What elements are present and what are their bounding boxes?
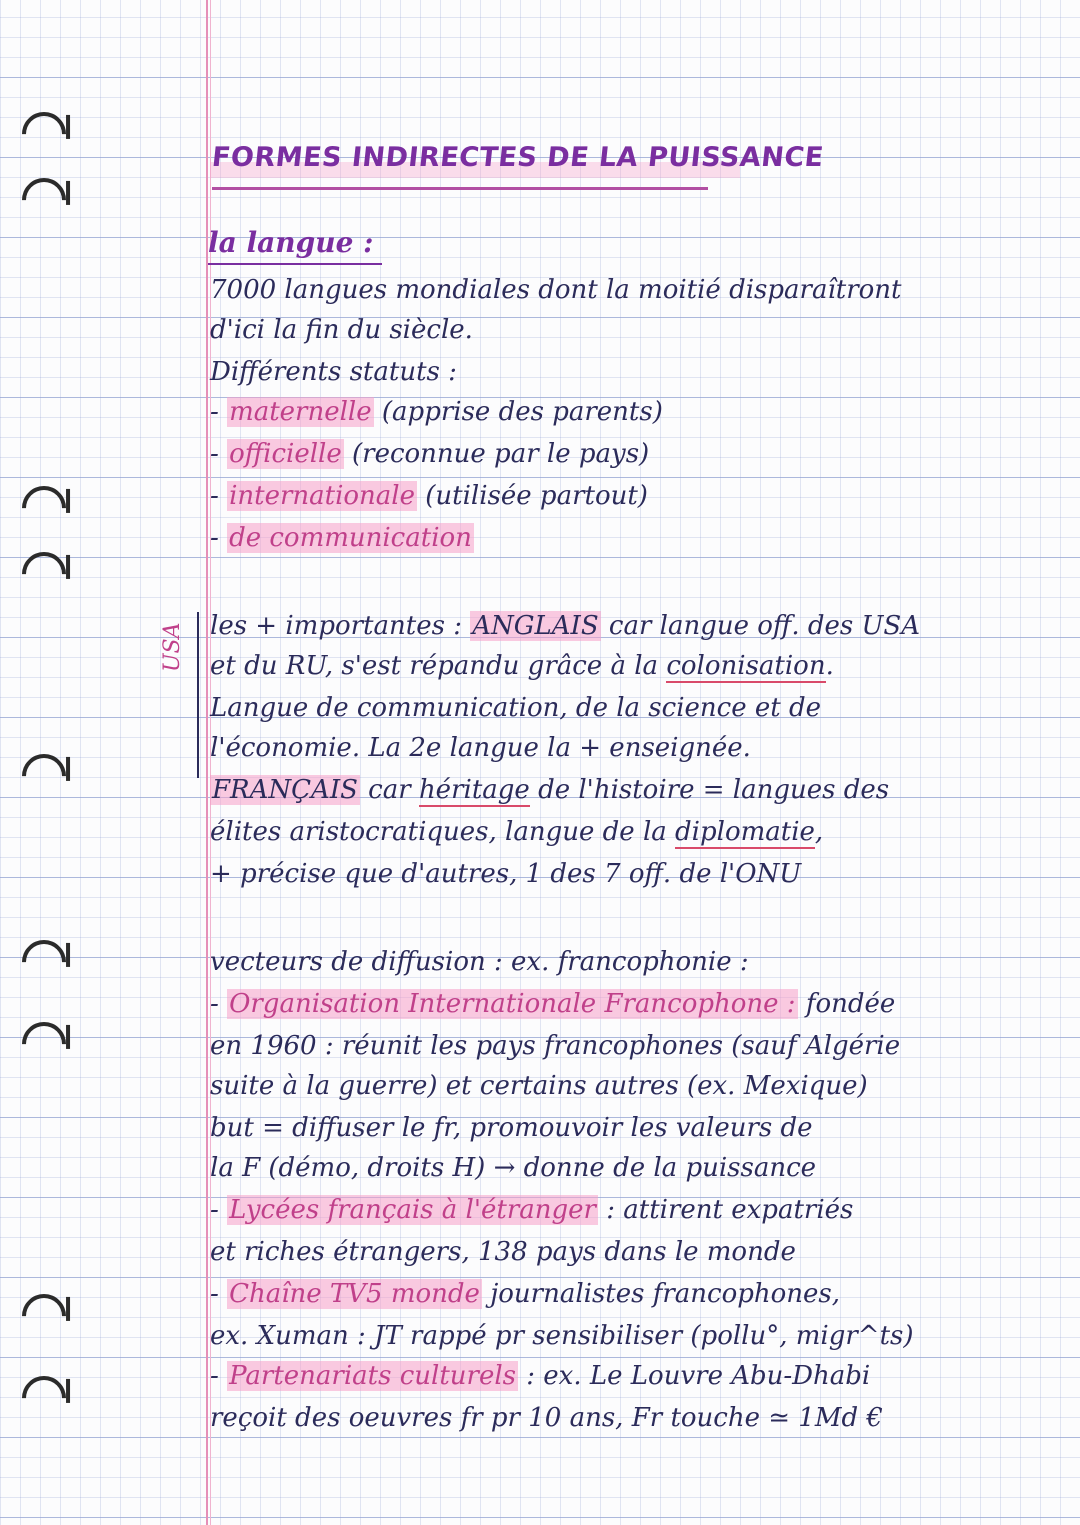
note-line bbox=[210, 392, 663, 432]
note-text: (apprise des parents) bbox=[381, 397, 663, 427]
note-text: élites aristocratiques, langue de la bbox=[210, 817, 667, 847]
note-text: les + importantes : bbox=[210, 611, 462, 641]
note-line: Langue de communication, de la science et de bbox=[210, 693, 821, 723]
underlined-term: colonisation bbox=[666, 651, 826, 681]
page-title: FORMES INDIRECTES DE LA PUISSANCE bbox=[210, 142, 826, 173]
section-heading: la langue : bbox=[208, 226, 374, 259]
highlighted-term: Organisation Internationale Francophone : bbox=[229, 989, 796, 1019]
note-line: Différents statuts : bbox=[210, 357, 457, 387]
usa-bracket bbox=[197, 612, 199, 778]
note-text: fondée bbox=[805, 989, 896, 1019]
note-line: la F (démo, droits H) → donne de la puissance bbox=[210, 1153, 817, 1183]
note-line: et riches étrangers, 138 pays dans le monde bbox=[210, 1237, 796, 1267]
list-dash: - bbox=[210, 439, 219, 469]
note-text: car langue off. des USA bbox=[608, 611, 921, 641]
note-text: et du RU, s'est répandu grâce à la bbox=[210, 651, 659, 681]
note-text: de l'histoire = langues des bbox=[538, 775, 890, 805]
note-line bbox=[210, 1356, 870, 1396]
highlighted-term: de communication bbox=[229, 523, 472, 553]
note-line bbox=[210, 1190, 853, 1230]
note-line bbox=[210, 770, 889, 810]
note-line bbox=[210, 606, 920, 646]
underlined-term: diplomatie bbox=[675, 817, 815, 847]
note-text: , bbox=[814, 817, 824, 847]
note-line: ex. Xuman : JT rappé pr sensibiliser (pollu°, migr^ts) bbox=[210, 1321, 914, 1351]
note-line: + précise que d'autres, 1 des 7 off. de l'ONU bbox=[210, 859, 802, 889]
list-dash: - bbox=[210, 397, 219, 427]
note-text: : ex. Le Louvre Abu-Dhabi bbox=[526, 1361, 871, 1391]
note-line: suite à la guerre) et certains autres (ex. Mexique) bbox=[210, 1071, 868, 1101]
note-line bbox=[210, 646, 834, 686]
note-text: . bbox=[825, 651, 834, 681]
note-line: 7000 langues mondiales dont la moitié disparaîtront bbox=[210, 275, 902, 305]
note-line: d'ici la fin du siècle. bbox=[210, 315, 473, 345]
note-line: vecteurs de diffusion : ex. francophonie : bbox=[210, 947, 749, 977]
highlighted-term: ANGLAIS bbox=[472, 611, 599, 641]
list-dash: - bbox=[210, 523, 219, 553]
note-line: l'économie. La 2e langue la + enseignée. bbox=[210, 733, 751, 763]
list-dash: - bbox=[210, 481, 219, 511]
note-text: journalistes francophones, bbox=[490, 1279, 841, 1309]
highlighted-term: Chaîne TV5 monde bbox=[229, 1279, 480, 1309]
list-dash: - bbox=[210, 989, 219, 1019]
note-line: reçoit des oeuvres fr pr 10 ans, Fr touche ≃ 1Md € bbox=[210, 1403, 883, 1433]
note-text: (reconnue par le pays) bbox=[352, 439, 650, 469]
note-text: car bbox=[368, 775, 411, 805]
note-line bbox=[210, 476, 648, 516]
highlighted-term: internationale bbox=[229, 481, 415, 511]
title-underline bbox=[212, 187, 708, 190]
note-line bbox=[210, 1274, 840, 1314]
side-label-usa: USA bbox=[160, 622, 185, 672]
heading-underline bbox=[208, 263, 382, 265]
note-line bbox=[210, 518, 474, 558]
note-text: (utilisée partout) bbox=[425, 481, 648, 511]
list-dash: - bbox=[210, 1195, 219, 1225]
note-line bbox=[210, 984, 895, 1024]
list-dash: - bbox=[210, 1279, 219, 1309]
highlighted-term: Partenariats culturels bbox=[229, 1361, 516, 1391]
note-text: : attirent expatriés bbox=[606, 1195, 854, 1225]
note-line bbox=[210, 434, 649, 474]
note-line bbox=[210, 812, 823, 852]
highlighted-term: Lycées français à l'étranger bbox=[229, 1195, 596, 1225]
highlighted-term: officielle bbox=[229, 439, 342, 469]
note-line: but = diffuser le fr, promouvoir les valeurs de bbox=[210, 1113, 813, 1143]
highlighted-term: FRANÇAIS bbox=[212, 775, 358, 805]
highlighted-term: maternelle bbox=[229, 397, 372, 427]
note-line: en 1960 : réunit les pays francophones (sauf Algérie bbox=[210, 1031, 901, 1061]
list-dash: - bbox=[210, 1361, 219, 1391]
underlined-term: héritage bbox=[418, 775, 530, 805]
